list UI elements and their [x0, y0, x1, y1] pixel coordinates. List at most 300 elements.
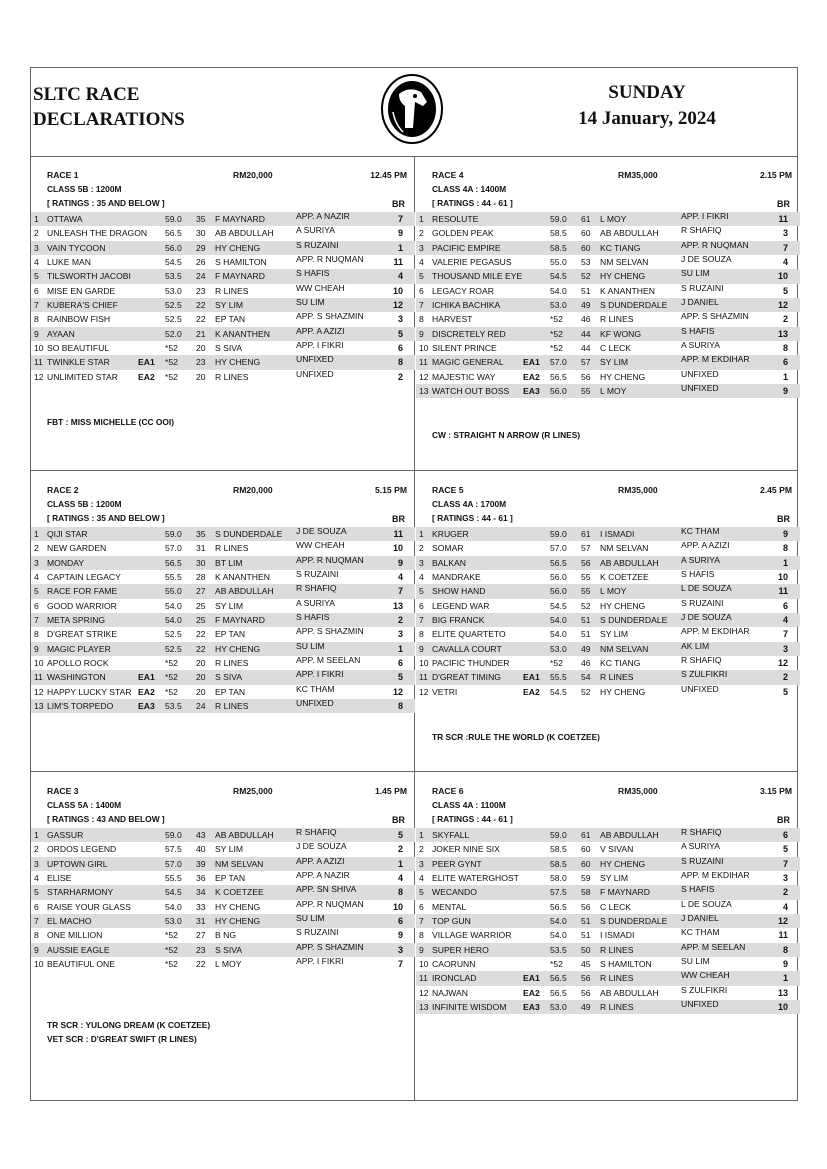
runner-number: 4 — [34, 873, 39, 884]
race-ratings: [ RATINGS : 44 - 61 ] — [432, 198, 513, 208]
handicap-weight: 53.0 — [165, 285, 182, 296]
horse-name: PACIFIC EMPIRE — [432, 242, 501, 253]
emergency-acceptor: EA2 — [138, 371, 155, 382]
trainer-name: A SURIYA — [296, 597, 336, 608]
runner-number: 12 — [419, 371, 429, 382]
jockey-name: S SIVA — [215, 944, 243, 955]
runner-row — [31, 656, 415, 670]
jockey-name: L MOY — [600, 386, 627, 397]
trainer-name: S RUZAINI — [681, 282, 724, 293]
horse-rating: 22 — [196, 300, 206, 311]
barrier-header: BR — [777, 199, 790, 209]
horse-rating: 57 — [581, 543, 591, 554]
handicap-weight: *52 — [550, 959, 563, 970]
horse-name: MENTAL — [432, 901, 467, 912]
barrier-header: BR — [392, 199, 405, 209]
race-date-text: 14 January, 2024 — [578, 108, 716, 129]
handicap-weight: 59.0 — [165, 529, 182, 539]
horse-name: MAGIC PLAYER — [47, 643, 111, 654]
horse-name: ONE MILLION — [47, 930, 103, 941]
horse-rating: 25 — [196, 615, 206, 626]
trainer-name: S ZULFIKRI — [681, 669, 728, 680]
barrier-number: 8 — [397, 701, 403, 712]
horse-name: INFINITE WISDOM — [432, 1002, 507, 1013]
race-block — [416, 170, 800, 398]
runner-row — [31, 842, 415, 856]
race-ratings: [ RATINGS : 44 - 61 ] — [432, 513, 513, 523]
runner-number: 4 — [34, 257, 39, 268]
trainer-name: J DE SOUZA — [296, 526, 347, 536]
race-number: RACE 5 — [432, 485, 464, 495]
runner-row — [416, 570, 800, 584]
horse-rating: 43 — [196, 830, 206, 840]
handicap-weight: 56.0 — [550, 586, 567, 597]
horse-rating: 51 — [581, 916, 591, 927]
trainer-name: S RUZAINI — [296, 239, 339, 250]
horse-rating: 56 — [581, 371, 591, 382]
race-header — [416, 485, 800, 499]
runner-row — [31, 857, 415, 871]
barrier-number: 12 — [392, 686, 403, 697]
trainer-name: SU LIM — [296, 913, 325, 924]
race-note: VET SCR : D'GREAT SWIFT (R LINES) — [47, 1034, 197, 1044]
race-class: CLASS 5A : 1400M — [47, 800, 122, 810]
horse-rating: 25 — [196, 600, 206, 611]
emergency-acceptor: EA3 — [523, 1002, 540, 1013]
barrier-number: 4 — [397, 572, 403, 583]
jockey-name: HY CHENG — [600, 271, 646, 282]
runner-row — [31, 255, 415, 269]
barrier-number: 10 — [392, 901, 403, 912]
barrier-number: 13 — [777, 987, 788, 998]
runner-row — [416, 241, 800, 255]
runner-number: 2 — [419, 543, 424, 554]
runner-number: 9 — [34, 328, 39, 339]
barrier-header: BR — [392, 815, 405, 825]
handicap-weight: *52 — [165, 672, 178, 683]
emergency-acceptor: EA2 — [138, 686, 155, 697]
runner-number: 6 — [34, 901, 39, 912]
jockey-name: AB ABDULLAH — [600, 228, 659, 239]
trainer-name: APP. M EKDIHAR — [681, 626, 750, 637]
handicap-weight: 58.5 — [550, 242, 567, 253]
jockey-name: NM SELVAN — [600, 643, 649, 654]
race-purse: RM20,000 — [233, 485, 273, 495]
horse-name: WATCH OUT BOSS — [432, 386, 510, 397]
horse-rating: 52 — [581, 271, 591, 282]
horse-name: META SPRING — [47, 615, 106, 626]
race-number: RACE 1 — [47, 170, 79, 180]
runner-number: 11 — [419, 672, 428, 683]
trainer-name: APP. S SHAZMIN — [296, 626, 364, 637]
jockey-name: R LINES — [215, 658, 249, 669]
horse-rating: 51 — [581, 615, 591, 626]
runner-row — [416, 642, 800, 656]
handicap-weight: 59.0 — [165, 830, 182, 840]
horse-name: DISCRETELY RED — [432, 328, 506, 339]
trainer-name: J DE SOUZA — [681, 612, 732, 623]
runner-row — [416, 527, 800, 541]
jockey-name: HY CHENG — [215, 916, 261, 927]
race-ratings-row — [416, 814, 800, 828]
jockey-name: F MAYNARD — [215, 214, 265, 224]
runner-row — [31, 212, 415, 226]
runner-number: 4 — [34, 572, 39, 583]
barrier-number: 5 — [782, 686, 788, 697]
runner-row — [31, 914, 415, 928]
handicap-weight: 52.5 — [165, 629, 182, 640]
handicap-weight: 55.5 — [165, 873, 182, 884]
jockey-name: I ISMADI — [600, 930, 635, 941]
handicap-weight: *52 — [550, 343, 563, 354]
horse-rating: 23 — [196, 357, 206, 368]
runner-number: 2 — [34, 228, 39, 239]
race-time: 3.15 PM — [759, 786, 792, 796]
barrier-number: 2 — [397, 844, 403, 855]
trainer-name: S HAFIS — [681, 569, 715, 580]
runner-number: 1 — [419, 529, 424, 539]
jockey-name: S DUNDERDALE — [600, 916, 668, 927]
barrier-number: 3 — [397, 314, 403, 325]
horse-name: BEAUTIFUL ONE — [47, 959, 115, 970]
barrier-number: 12 — [777, 658, 788, 669]
horse-rating: 28 — [196, 572, 206, 583]
horse-rating: 55 — [581, 386, 591, 397]
trainer-name: S RUZAINI — [681, 597, 724, 608]
trainer-name: S HAFIS — [681, 884, 715, 895]
barrier-number: 5 — [397, 328, 403, 339]
barrier-number: 6 — [397, 658, 403, 669]
barrier-number: 4 — [782, 615, 788, 626]
jockey-name: L MOY — [600, 214, 627, 224]
handicap-weight: 57.5 — [550, 887, 567, 898]
barrier-number: 12 — [777, 916, 788, 927]
runner-number: 7 — [34, 615, 39, 626]
handicap-weight: 53.5 — [165, 271, 182, 282]
jockey-name: NM SELVAN — [600, 543, 649, 554]
jockey-name: EP TAN — [215, 629, 246, 640]
horse-name: NEW GARDEN — [47, 543, 107, 554]
runner-number: 5 — [34, 586, 39, 597]
runner-number: 9 — [419, 944, 424, 955]
handicap-weight: 56.5 — [550, 557, 567, 568]
race-block — [416, 485, 800, 699]
handicap-weight: 52.5 — [165, 300, 182, 311]
runner-number: 8 — [34, 629, 39, 640]
horse-rating: 35 — [196, 214, 206, 224]
emergency-acceptor: EA2 — [523, 987, 540, 998]
handicap-weight: *52 — [550, 328, 563, 339]
trainer-name: APP. S SHAZMIN — [296, 941, 364, 952]
runner-row — [31, 370, 415, 384]
race-number: RACE 4 — [432, 170, 464, 180]
handicap-weight: 58.5 — [550, 858, 567, 869]
jockey-name: AB ABDULLAH — [215, 228, 274, 239]
race-purse: RM35,000 — [618, 786, 658, 796]
trainer-name: KC THAM — [296, 683, 335, 694]
trainer-name: WW CHEAH — [296, 540, 345, 551]
runner-row — [416, 355, 800, 369]
horse-name: ELITE QUARTETO — [432, 629, 506, 640]
horse-rating: 56 — [581, 557, 591, 568]
barrier-number: 2 — [782, 672, 788, 683]
runner-row — [31, 957, 415, 971]
horse-name: LEGACY ROAR — [432, 285, 494, 296]
horse-rating: 26 — [196, 257, 206, 268]
horse-name: MANDRAKE — [432, 572, 481, 583]
runner-number: 2 — [419, 844, 424, 855]
runner-row — [416, 327, 800, 341]
jockey-name: NM SELVAN — [215, 858, 264, 869]
barrier-number: 8 — [782, 343, 788, 354]
runner-number: 11 — [419, 357, 428, 368]
jockey-name: V SIVAN — [600, 844, 634, 855]
handicap-weight: 52.5 — [165, 314, 182, 325]
jockey-name: HY CHENG — [600, 686, 646, 697]
runner-row — [416, 656, 800, 670]
handicap-weight: 54.0 — [550, 615, 567, 626]
horse-rating: 22 — [196, 314, 206, 325]
runner-number: 6 — [419, 600, 424, 611]
runner-row — [31, 570, 415, 584]
horse-name: UNLIMITED STAR — [47, 371, 118, 382]
horse-rating: 24 — [196, 701, 206, 712]
runner-row — [416, 255, 800, 269]
runner-number: 10 — [34, 959, 44, 970]
runner-row — [416, 971, 800, 985]
runner-number: 9 — [419, 643, 424, 654]
barrier-number: 8 — [782, 543, 788, 554]
runner-row — [31, 828, 415, 842]
trainer-name: APP. M EKDIHAR — [681, 870, 750, 881]
handicap-weight: 54.5 — [165, 887, 182, 898]
race-time: 2.15 PM — [759, 170, 792, 180]
barrier-number: 1 — [782, 371, 788, 382]
horse-rating: 36 — [196, 873, 206, 884]
runner-row — [416, 842, 800, 856]
horse-rating: 53 — [581, 257, 591, 268]
runner-row — [416, 885, 800, 899]
barrier-number: 2 — [397, 371, 403, 382]
barrier-header: BR — [777, 514, 790, 524]
runner-row — [416, 1000, 800, 1014]
horse-name: WASHINGTON — [47, 672, 106, 683]
barrier-number: 8 — [397, 887, 403, 898]
emergency-acceptor: EA3 — [523, 386, 540, 397]
horse-name: APOLLO ROCK — [47, 658, 109, 669]
trainer-name: S HAFIS — [296, 612, 330, 623]
barrier-number: 7 — [782, 629, 788, 640]
trainer-name: APP. R NUQMAN — [296, 898, 364, 909]
horse-rating: 44 — [581, 328, 591, 339]
horse-rating: 45 — [581, 959, 591, 970]
horse-name: JOKER NINE SIX — [432, 844, 500, 855]
runner-row — [31, 900, 415, 914]
trainer-name: SU LIM — [681, 268, 710, 279]
title-line-1: SLTC RACE — [33, 84, 140, 105]
runner-number: 2 — [419, 228, 424, 239]
handicap-weight: 58.0 — [550, 873, 567, 884]
horse-name: HARVEST — [432, 314, 473, 325]
handicap-weight: 59.0 — [550, 214, 567, 224]
trainer-name: R SHAFIQ — [681, 225, 722, 236]
horse-name: IRONCLAD — [432, 973, 477, 984]
jockey-name: BT LIM — [215, 557, 243, 568]
jockey-name: S HAMILTON — [215, 257, 267, 268]
title-line-2: DECLARATIONS — [33, 109, 185, 130]
runner-number: 5 — [419, 271, 424, 282]
jockey-name: R LINES — [600, 672, 634, 683]
race-header — [31, 485, 415, 499]
runner-row — [31, 584, 415, 598]
race-block — [416, 786, 800, 1014]
runner-number: 5 — [419, 586, 424, 597]
horse-name: TOP GUN — [432, 916, 471, 927]
trainer-name: UNFIXED — [296, 368, 334, 379]
race-ratings-row — [31, 198, 415, 212]
handicap-weight: 54.0 — [550, 285, 567, 296]
trainer-name: APP. M EKDIHAR — [681, 354, 750, 365]
runner-row — [416, 212, 800, 226]
jockey-name: K ANANTHEN — [215, 572, 270, 583]
jockey-name: L MOY — [600, 586, 627, 597]
barrier-number: 12 — [392, 300, 403, 311]
runner-row — [31, 599, 415, 613]
barrier-number: 9 — [782, 959, 788, 970]
horse-rating: 31 — [196, 916, 206, 927]
trainer-name: L DE SOUZA — [681, 898, 732, 909]
jockey-name: EP TAN — [215, 314, 246, 325]
runner-number: 1 — [34, 529, 39, 539]
race-class: CLASS 5B : 1200M — [47, 499, 122, 509]
runner-row — [416, 541, 800, 555]
runner-number: 9 — [34, 944, 39, 955]
handicap-weight: 56.5 — [550, 371, 567, 382]
barrier-number: 1 — [397, 242, 403, 253]
runner-row — [416, 914, 800, 928]
handicap-weight: 58.5 — [550, 228, 567, 239]
runner-table — [416, 212, 800, 398]
horse-name: MAGIC GENERAL — [432, 357, 504, 368]
runner-row — [416, 871, 800, 885]
runner-number: 9 — [419, 328, 424, 339]
jockey-name: F MAYNARD — [215, 615, 265, 626]
barrier-number: 1 — [782, 973, 788, 984]
barrier-number: 7 — [782, 242, 788, 253]
runner-row — [416, 900, 800, 914]
horse-rating: 56 — [581, 987, 591, 998]
horse-rating: 51 — [581, 629, 591, 640]
barrier-number: 11 — [778, 586, 788, 597]
race-time: 12.45 PM — [370, 170, 407, 180]
barrier-number: 7 — [397, 214, 403, 224]
runner-number: 3 — [419, 858, 424, 869]
horse-rating: 61 — [581, 529, 591, 539]
handicap-weight: 56.5 — [550, 987, 567, 998]
trainer-name: APP. A AZIZI — [296, 855, 345, 866]
horse-rating: 20 — [196, 658, 206, 669]
handicap-weight: 59.0 — [550, 830, 567, 840]
horse-name: LIM'S TORPEDO — [47, 701, 114, 712]
barrier-number: 3 — [782, 228, 788, 239]
horse-name: THOUSAND MILE EYE — [432, 271, 523, 282]
runner-number: 9 — [34, 643, 39, 654]
barrier-number: 9 — [782, 529, 788, 539]
runner-row — [31, 871, 415, 885]
race-note: TR SCR : YULONG DREAM (K COETZEE) — [47, 1020, 211, 1030]
barrier-number: 12 — [777, 300, 788, 311]
horse-name: SUPER HERO — [432, 944, 489, 955]
runner-table — [416, 527, 800, 699]
race-block — [31, 485, 415, 713]
horse-rating: 61 — [581, 830, 591, 840]
trainer-name: SU LIM — [296, 640, 325, 651]
runner-row — [416, 685, 800, 699]
race-note: CW : STRAIGHT N ARROW (R LINES) — [432, 430, 581, 440]
handicap-weight: *52 — [165, 357, 178, 368]
race-header — [31, 170, 415, 184]
handicap-weight: 58.5 — [550, 844, 567, 855]
barrier-number: 7 — [397, 959, 403, 970]
race-block — [31, 170, 415, 384]
jockey-name: S SIVA — [215, 343, 243, 354]
barrier-number: 5 — [397, 672, 403, 683]
horse-rating: 51 — [581, 930, 591, 941]
runner-number: 3 — [34, 858, 39, 869]
jockey-name: S DUNDERDALE — [600, 300, 668, 311]
runner-number: 12 — [34, 371, 44, 382]
race-note: TR SCR :RULE THE WORLD (K COETZEE) — [432, 732, 600, 742]
horse-name: D'GREAT STRIKE — [47, 629, 118, 640]
jockey-name: AB ABDULLAH — [600, 830, 659, 840]
jockey-name: AB ABDULLAH — [215, 830, 274, 840]
horse-rating: 24 — [196, 271, 206, 282]
horse-name: NAJWAN — [432, 987, 468, 998]
emergency-acceptor: EA1 — [138, 672, 155, 683]
runner-row — [31, 699, 415, 713]
runner-number: 4 — [419, 572, 424, 583]
barrier-number: 6 — [782, 600, 788, 611]
runner-number: 7 — [419, 300, 424, 311]
runner-row — [31, 312, 415, 326]
jockey-name: SY LIM — [215, 300, 244, 311]
runner-number: 4 — [419, 257, 424, 268]
horse-name: RACE FOR FAME — [47, 586, 118, 597]
trainer-name: APP. A NAZIR — [296, 870, 350, 881]
race-class: CLASS 5B : 1200M — [47, 184, 122, 194]
handicap-weight: 59.0 — [550, 529, 567, 539]
horse-name: VILLAGE WARRIOR — [432, 930, 512, 941]
horse-name: AUSSIE EAGLE — [47, 944, 110, 955]
horse-rating: 46 — [581, 314, 591, 325]
runner-row — [416, 943, 800, 957]
trainer-name: AK LIM — [681, 640, 710, 651]
barrier-number: 10 — [777, 572, 788, 583]
runner-number: 7 — [34, 916, 39, 927]
handicap-weight: 57.0 — [165, 543, 182, 554]
trainer-name: APP. S SHAZMIN — [296, 311, 364, 322]
runner-number: 1 — [419, 830, 424, 840]
handicap-weight: *52 — [165, 371, 178, 382]
horse-name: VALERIE PEGASUS — [432, 257, 512, 268]
handicap-weight: 54.5 — [550, 686, 567, 697]
trainer-name: UNFIXED — [681, 368, 719, 379]
horse-rating: 29 — [196, 242, 206, 253]
horse-name: SO BEAUTIFUL — [47, 343, 110, 354]
horse-rating: 30 — [196, 557, 206, 568]
horse-rating: 60 — [581, 858, 591, 869]
emergency-acceptor: EA1 — [523, 672, 540, 683]
